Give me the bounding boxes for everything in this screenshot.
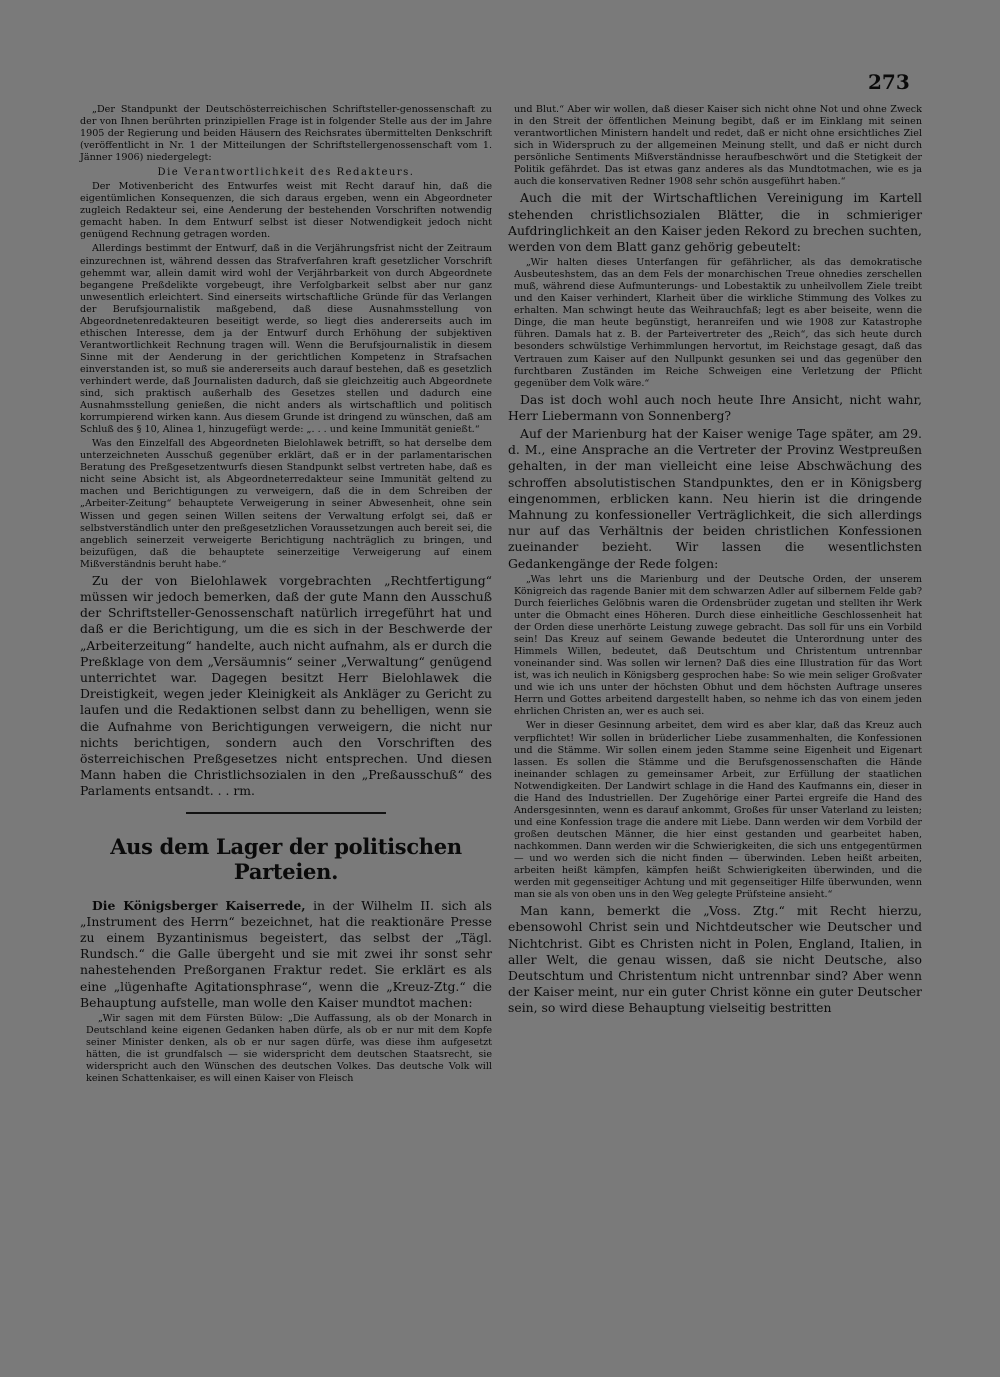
paragraph: Allerdings bestimmt der Entwurf, daß in die Verjährungsfrist nicht der Zeitraum einzurechnen ist, während dessen das Strafverfahren kraft gesetzlicher Vorschrift gehemmt war, allein damit wird wohl der Verjährbarkeit von durch Abgeordnete begangene Preßdelikte vorgebeugt, ihre Verfolgbarkeit selbst aber nur ganz unwesentlich erleichtert. Sind einerseits wirtschaftliche Gründe für das Verlangen der Berufsjournalistik maßgebend, daß diese Ausnahmsstellung von Abgeordnetenredakteuren beseitigt werde, so liegt dies andererseits auch im ethischen Interesse, dem ja der Entwurf durch Erhöhung der subjektiven Verantwortlichkeit Rechnung tragen will. Wenn die Berufsjournalistik in diesem Sinne mit der Aenderung in der gerichtlichen Kompetenz in Strafsachen einverstanden ist, so muß sie andererseits auch darauf bestehen, daß es gesetzlich verhindert werde, daß Journalisten dadurch, daß sie gleichzeitig auch Abgeordnete sind, sich praktisch außerhalb des Gesetzes stellen und dadurch eine Ausnahmsstellung genießen, die nicht anders als wirtschaftlich und politisch korrumpierend wirken kann. Aus diesem Grunde ist dringend zu wünschen, daß am Schluß des § 10, Alinea 1, hinzugefügt werde: „. . . und keine Immunität genießt.“ bbox=[80, 243, 492, 436]
paragraph: Auf der Marienburg hat der Kaiser wenige Tage später, am 29. d. M., eine Ansprache an die Vertreter der Provinz Westpreußen gehalten, in der man vielleicht eine leise Abschwächung des schroffen absolutistischen Standpunktes, den er in Königsberg eingenommen, erblicken kann. Neu hierin ist die dringende Mahnung zu konfessioneller Verträglichkeit, die sich allerdings nur auf das Verhältnis der beiden christlichen Konfessionen zueinander bezieht. Wir lassen die wesentlichsten Gedankengänge der Rede folgen: bbox=[508, 426, 922, 571]
right-column bbox=[508, 104, 922, 1019]
quote: „Was lehrt uns die Marienburg und der Deutsche Orden, der unserem Königreich das ragende Banier mit dem schwarzen Adler auf silbernem Felde gab? Durch feierliches Gelöbnis waren die Ordensbrüder zugetan und stellten ihr Werk unter die Obmacht eines Höheren. Durch diese einheitliche Geschlossenheit hat der Orden diese unerhörte Leistung zuwege gebracht. Das soll für uns ein Vorbild sein! Das Kreuz auf seinem Gewande bedeutet die Unterordnung unter des Himmels Willen, bedeutet, daß Deutschtum und Christentum untrennbar voneinander sind. Was sollen wir lernen? Daß dies eine Illustration für das Wort ist, was ich neulich in Königsberg gesprochen habe: So wie mein seliger Großvater und wie ich uns unter der höchsten Obhut und dem höchsten Auftrage unseres Herrn und Gottes arbeitend dargestellt haben, so nehme ich das von einem jeden ehrlichen Christen an, wer es auch sei. bbox=[514, 573, 922, 718]
paragraph bbox=[80, 898, 492, 1011]
paragraph: Der Motivenbericht des Entwurfes weist mit Recht darauf hin, daß die eigentümlichen Konsequenzen, die sich daraus ergeben, wenn ein Abgeordneter zugleich Redakteur sei, eine Aenderung der bestehenden Vorschriften notwendig gemacht haben. In dem Entwurf selbst ist dieser Notwendigkeit jedoch nicht genügend Rechnung getragen worden. bbox=[80, 181, 492, 241]
left-column bbox=[80, 104, 492, 1087]
section-heading: Aus dem Lager der politischen Parteien. bbox=[110, 833, 462, 884]
section-divider bbox=[186, 812, 386, 814]
lead-in: Die Königsberger Kaiserrede, bbox=[92, 897, 306, 913]
paragraph: Das ist doch wohl auch noch heute Ihre Ansicht, nicht wahr, Herr Liebermann von Sonnenberg? bbox=[508, 391, 922, 423]
quote: „Wir sagen mit dem Fürsten Bülow: „Die Auffassung, als ob der Monarch in Deutschland keine eigenen Gedanken haben dürfe, als ob er nur mit dem Kopfe seiner Minister denken, als ob er nur sagen dürfe, was diese ihm aufgesetzt hätten, die ist grundfalsch — sie widerspricht dem deutschen Staatsrecht, sie widerspricht auch den Wünschen des deutschen Volkes. Das deutsche Volk will keinen Schattenkaiser, es will einen Kaiser von Fleisch bbox=[86, 1013, 492, 1085]
quote: „Wir halten dieses Unterfangen für gefährlicher, als das demokratische Ausbeuteshstem, das an dem Fels der monarchischen Treue ohnedies zerschellen muß, während diese Aufmunterungs- und Lobestaktik zu unheilvollem Ziele treibt und den Kaiser verhindert, Klarheit über die wirkliche Stimmung des Volkes zu erhalten. Man schwingt heute das Weihrauchfaß; legt es aber beiseite, wenn die Dinge, die man heute begünstigt, heranreifen und wie 1908 zur Katastrophe führen. Damals hat z. B. der Parteivertreter des „Reich“, das sich heute durch besonders schwülstige Verhimmlungen hervortut, im Reichstage gesagt, daß das Vertrauen zum Kaiser auf den Nullpunkt gesunken sei und das gegenüber den furchtbaren Zuständen im Reiche Schweigen eine Verletzung der Pflicht gegenüber dem Volk wäre.“ bbox=[514, 257, 922, 389]
subheading: Die Verantwortlichkeit des Redakteurs. bbox=[157, 167, 415, 179]
paragraph: Auch die mit der Wirtschaftlichen Vereinigung im Kartell stehenden christlichsozialen Blätter, die in schmieriger Aufdringlichkeit an den Kaiser jeden Rekord zu brechen suchten, werden von dem Blatt ganz gehörig gebeutelt: bbox=[508, 190, 922, 254]
paragraph: Zu der von Bielohlawek vorgebrachten „Rechtfertigung“ müssen wir jedoch bemerken, daß der gute Mann den Ausschuß der Schriftsteller-Genossenschaft natürlich irregeführt hat und daß er die Berichtigung, um die es sich in der Beschwerde der „Arbeiterzeitung“ handelte, auch nicht aufnahm, als er durch die Preßklage von dem „Versäumnis“ seiner „Verwaltung“ genügend unterrichtet war. Dagegen besitzt Herr Bielohlawek die Dreistigkeit, wegen jeder Kleinigkeit als Ankläger zu Gericht zu laufen und die Redaktionen selbst dann zu behelligen, wenn sie die Aufnahme von Berichtigungen verweigern, die nicht nur nichts berichtigen, sondern auch den Vorschriften des österreichischen Preßgesetzes nicht entsprechen. Und diesen Mann haben die Christlichsozialen in den „Preßausschuß“ des Parlaments entsandt. . . rm. bbox=[80, 572, 492, 799]
paragraph-text: in der Wilhelm II. sich als „Instrument des Herrn“ bezeichnet, hat die reaktionäre Presse zu einem Byzantinismus begeistert, das selbst der „Tägl. Rundsch.“ die Galle übergeht und sie mit zwei ihr sonst sehr nahestehenden Preßorganen Fraktur redet. Sie erklärt es als eine „lügenhafte Agitationsphrase“, wenn die „Kreuz-Ztg.“ die Behauptung aufstelle, man wolle den Kaiser mundtot machen: bbox=[80, 897, 492, 1010]
quote: und Blut.“ Aber wir wollen, daß dieser Kaiser sich nicht ohne Not und ohne Zweck in den Streit der öffentlichen Meinung begibt, daß er im Einklang mit seinen verantwortlichen Ministern handelt und redet, daß er nicht ohne ersichtliches Ziel sich in Widerspruch zu der allgemeinen Meinung stellt, und daß er nicht durch persönliche Sentiments Mißverständnisse heraufbeschwört und die Stetigkeit der Politik gefährdet. Das ist etwas ganz anderes als das Mundtotmachen, wie es ja auch die konservativen Redner 1908 sehr schön ausgeführt haben.“ bbox=[514, 104, 922, 188]
paragraph: Man kann, bemerkt die „Voss. Ztg.“ mit Recht hierzu, ebensowohl Christ sein und Nichtdeutscher wie Deutscher und Nichtchrist. Gibt es Christen nicht in Polen, England, Italien, in aller Welt, die genau wissen, daß sie nicht Deutsche, also Deutschtum und Christentum nicht untrennbar sind? Aber wenn der Kaiser meint, nur ein guter Christ könne ein guter Deutscher sein, so wird diese Behauptung vielseitig bestritten bbox=[508, 903, 922, 1016]
paragraph: Was den Einzelfall des Abgeordneten Bielohlawek betrifft, so hat derselbe dem unterzeichneten Ausschuß gegenüber erklärt, daß er in der parlamentarischen Beratung des Preßgesetzentwurfs diesen Standpunkt selbst vertreten habe, daß es nicht seine Absicht ist, als Abgeordneterredakteur seine Immunität geltend zu machen und Berichtigungen zu verweigern, daß die in dem Schreiben der „Arbeiter-Zeitung“ behauptete Verweigerung in seiner Abwesenheit, ohne sein Wissen und gegen seinen Willen seitens der Verwaltung erfolgt sei, daß er selbstverständlich unter den preßgesetzlichen Voraussetzungen auch bereit sei, die angeblich seinerzeit verweigerte Berichtigung nachträglich zu bringen, und beizufügen, daß die behauptete seinerzeitige Verweigerung auf einem Mißverständnis beruht habe.“ bbox=[80, 438, 492, 570]
quote: Wer in dieser Gesinnung arbeitet, dem wird es aber klar, daß das Kreuz auch verpflichtet! Wir sollen in brüderlicher Liebe zusammenhalten, die Konfessionen und die Stämme. Wir sollen einem jeden Stamme seine Eigenheit und Eigenart lassen. Es sollen die Stämme und die Berufsgenossenschaften die Hände ineinander schlagen zu gemeinsamer Arbeit, zur Erfüllung der staatlichen Notwendigkeiten. Der Landwirt schlage in die Hand des Kaufmanns ein, dieser in die Hand des Industriellen. Der Zugehörige einer Partei ergreife die Hand des Andersgesinnten, wenn es darauf ankommt, Großes für unser Vaterland zu leisten; und eine Konfession trage die andere mit Liebe. Dann werden wir dem Vorbild der großen deutschen Männer, die hier einst gestanden und gearbeitet haben, nachkommen. Dann werden wir die Schwierigkeiten, die sich uns entgegentürmen — und wo werden sich die nicht finden — überwinden. Leben heißt arbeiten, arbeiten heißt kämpfen, kämpfen heißt Schwierigkeiten überwinden, und die werden mit gegenseitiger Achtung und mit gegenseitiger Hilfe überwunden, wenn man sie als von oben uns in den Weg gelegte Prüfsteine ansieht.“ bbox=[514, 720, 922, 901]
page-number: 273 bbox=[868, 70, 910, 94]
paragraph: „Der Standpunkt der Deutschösterreichischen Schriftsteller-genossenschaft zu der von Ihnen berührten prinzipiellen Frage ist in folgender Stelle aus der im Jahre 1905 der Regierung und beiden Häusern des Reichsrates übermittelten Denkschrift (veröffentlicht in Nr. 1 der Mitteilungen der Schriftstellergenossenschaft vom 1. Jänner 1906) niedergelegt: bbox=[80, 104, 492, 164]
